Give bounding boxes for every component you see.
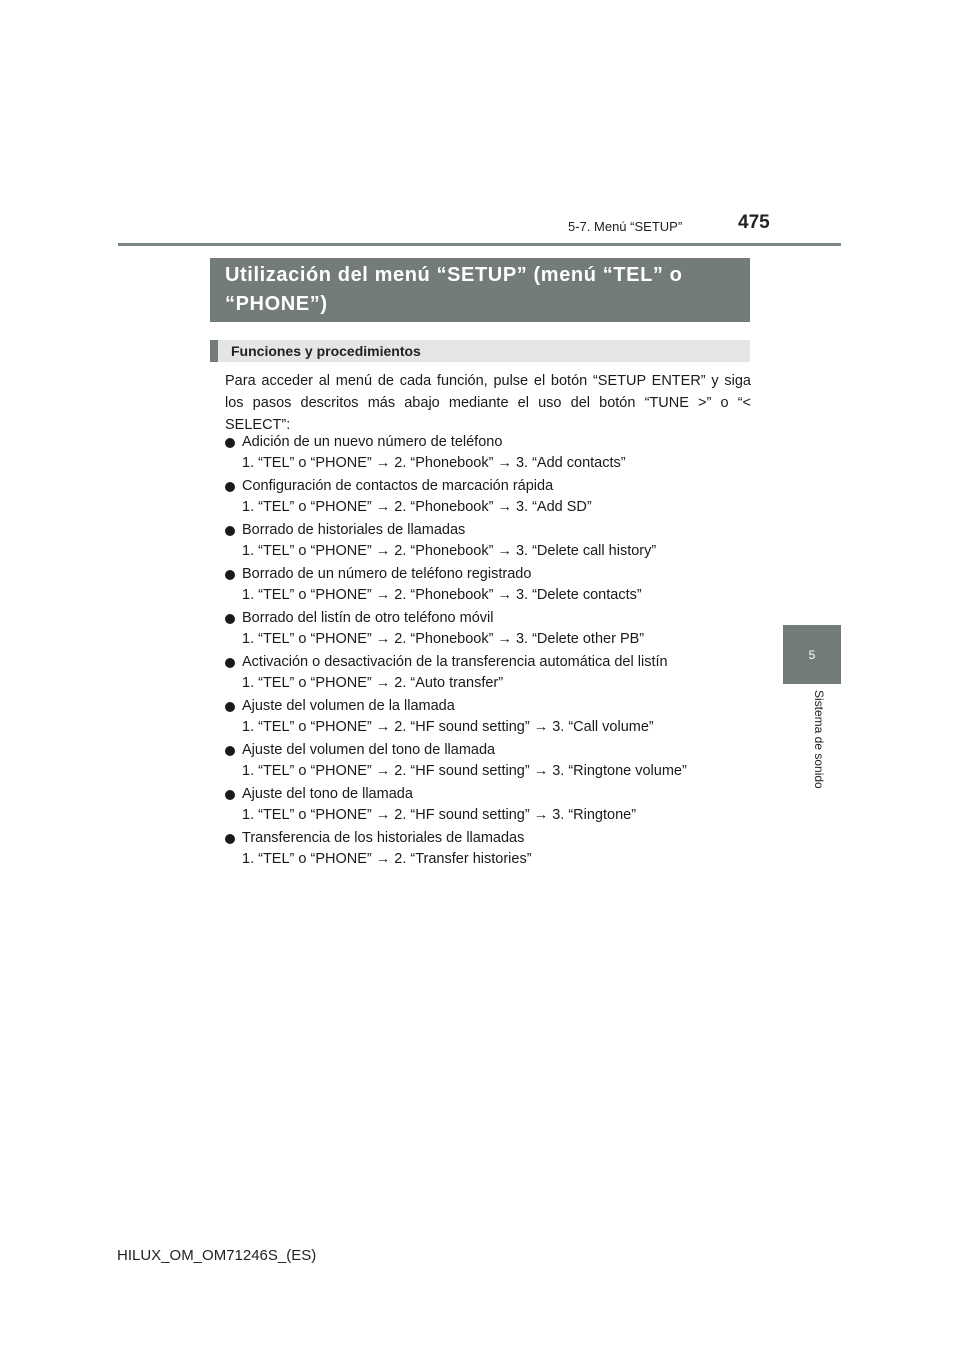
item-path: 1. “TEL” o “PHONE” → 2. “Phonebook” → 3. “Delete contacts” xyxy=(242,587,642,603)
chapter-tab xyxy=(783,625,841,684)
section-label: 5-7. Menú “SETUP” xyxy=(568,219,683,234)
item-title: Ajuste del volumen del tono de llamada xyxy=(242,742,496,758)
bullet-icon xyxy=(225,790,235,800)
list-item xyxy=(225,520,751,564)
item-path: 1. “TEL” o “PHONE” → 2. “HF sound setting” → 3. “Ringtone” xyxy=(242,807,637,823)
item-path: 1. “TEL” o “PHONE” → 2. “HF sound setting” → 3. “Ringtone volume” xyxy=(242,763,687,779)
list-item xyxy=(225,652,751,696)
bullet-icon xyxy=(225,702,235,712)
header-divider xyxy=(118,243,841,246)
page-title: Utilización del menú “SETUP” (menú “TEL” o “PHONE”) xyxy=(210,258,750,322)
item-path: 1. “TEL” o “PHONE” → 2. “Phonebook” → 3. “Add SD” xyxy=(242,499,592,515)
document-code: HILUX_OM_OM71246S_(ES) xyxy=(117,1247,317,1264)
list-item xyxy=(225,476,751,520)
bullet-icon xyxy=(225,570,235,580)
item-title: Borrado del listín de otro teléfono móvil xyxy=(242,610,494,626)
item-title: Ajuste del volumen de la llamada xyxy=(242,698,455,714)
item-title: Configuración de contactos de marcación rápida xyxy=(242,478,554,494)
item-title: Borrado de historiales de llamadas xyxy=(242,522,466,538)
list-item xyxy=(225,828,751,872)
item-title: Adición de un nuevo número de teléfono xyxy=(242,434,503,450)
bullet-icon xyxy=(225,438,235,448)
chapter-title: Sistema de sonido xyxy=(812,690,826,789)
bullet-icon xyxy=(225,526,235,536)
list-item xyxy=(225,564,751,608)
item-path: 1. “TEL” o “PHONE” → 2. “Phonebook” → 3. “Delete other PB” xyxy=(242,631,645,647)
item-title: Ajuste del tono de llamada xyxy=(242,786,413,802)
bullet-icon xyxy=(225,614,235,624)
item-title: Borrado de un número de teléfono registrado xyxy=(242,566,532,582)
item-path: 1. “TEL” o “PHONE” → 2. “Transfer histories” xyxy=(242,851,532,867)
bullet-icon xyxy=(225,658,235,668)
item-path: 1. “TEL” o “PHONE” → 2. “HF sound setting” → 3. “Call volume” xyxy=(242,719,654,735)
section-subheader: Funciones y procedimientos xyxy=(210,340,750,362)
list-item xyxy=(225,432,751,476)
item-path: 1. “TEL” o “PHONE” → 2. “Auto transfer” xyxy=(242,675,504,691)
bullet-icon xyxy=(225,746,235,756)
item-path: 1. “TEL” o “PHONE” → 2. “Phonebook” → 3. “Add contacts” xyxy=(242,455,626,471)
item-title: Activación o desactivación de la transferencia automática del listín xyxy=(242,654,668,670)
intro-paragraph: Para acceder al menú de cada función, pulse el botón “SETUP ENTER” y siga los pasos descritos más abajo mediante el uso del botón “TUNE >” o “< SELECT”: xyxy=(225,373,751,433)
bullet-icon xyxy=(225,834,235,844)
list-item xyxy=(225,608,751,652)
page-number: 475 xyxy=(738,212,770,233)
chapter-number: 5 xyxy=(808,647,816,662)
list-item xyxy=(225,784,751,828)
item-title: Transferencia de los historiales de llamadas xyxy=(242,830,525,846)
bullet-icon xyxy=(225,482,235,492)
item-path: 1. “TEL” o “PHONE” → 2. “Phonebook” → 3. “Delete call history” xyxy=(242,543,657,559)
list-item xyxy=(225,696,751,740)
list-item xyxy=(225,740,751,784)
function-list xyxy=(225,432,751,872)
